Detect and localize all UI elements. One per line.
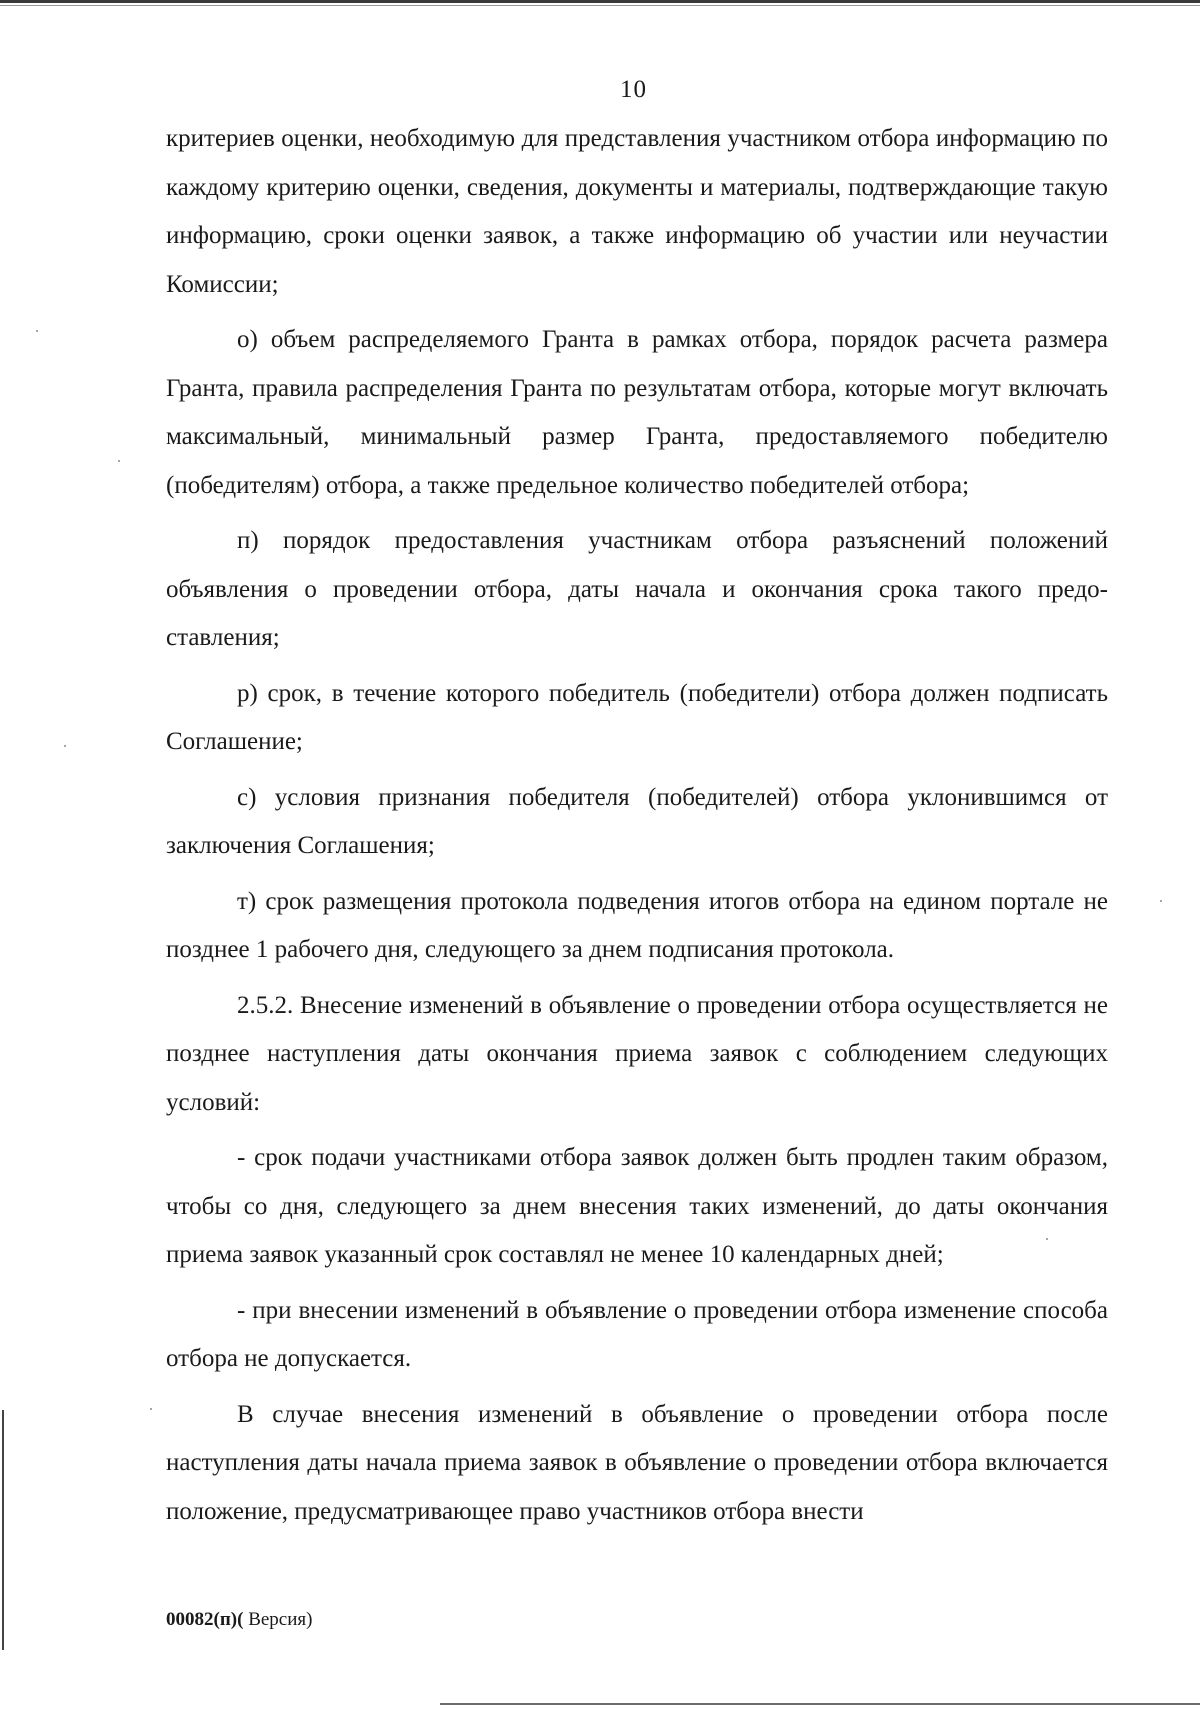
scan-speck [1046, 1238, 1048, 1240]
paragraph: о) объем распределяемого Гранта в рамках отбора, порядок расчета размера Гранта, правила распределения Гранта по результатам отбора, которые могут включать максимальный, минимальный размер Гранта, предоставляемого победителю (победителям) отбора, а также предельное количество победителей отбора; [166, 326, 1108, 499]
paragraph: п) порядок предоставления участникам отбора разъяснений положений объявления о проведении отбора, даты начала и окончания срока такого предоставления; [166, 527, 1108, 651]
paragraph: р) срок, в течение которого победитель (победители) отбора должен подписать Соглашение; [166, 679, 1108, 755]
paragraph: В случае внесения изменений в объявление о проведении отбора после наступления даты начала приема заявок в объявление о проведении отбора включается положение, предусматривающее право участников отбора внести [166, 1400, 1108, 1525]
scan-speck [64, 745, 66, 747]
paragraph: т) срок размещения протокола подведения итогов отбора на едином портале не позднее 1 рабочего дня, следующего за днем подписания протокола. [166, 887, 1108, 963]
scan-speck [1160, 900, 1162, 902]
scan-speck [36, 330, 38, 332]
scan-speck [118, 460, 120, 462]
paragraph: - при внесении изменений в объявление о проведении отбора изменение способа отбора не допускается. [166, 1296, 1108, 1372]
paragraph: - срок подачи участниками отбора заявок должен быть продлен таким образом, чтобы со дня, следующего за днем внесения таких изменений, до даты окончания приема заявок указанный срок составлял не менее 10 календарных дней; [166, 1144, 1108, 1268]
document-body [166, 115, 1108, 1543]
document-version: Версия) [243, 1609, 313, 1630]
scan-edge-bottom [440, 1703, 1200, 1705]
document-footer [166, 1609, 312, 1631]
scan-edge-left [2, 1410, 4, 1650]
paragraph: с) условия признания победителя (победителей) отбора уклонившимся от заключения Соглашения; [166, 783, 1108, 859]
paragraph: 2.5.2. Внесение изменений в объявление о проведении отбора осуществляется не позднее наступления даты окончания приема заявок с соблюдением следующих условий: [166, 991, 1108, 1116]
paragraph: критериев оценки, необходимую для представления участником отбора информацию по каждому критерию оценки, сведения, документы и материалы, подтверждающие такую информацию, сроки оценки заявок, а также информацию об участии или неучастии Комиссии; [166, 125, 1108, 298]
document-code: 00082(п)( [166, 1609, 244, 1630]
page-number: 10 [620, 76, 647, 103]
scan-speck [150, 1408, 152, 1410]
scan-edge-top [0, 0, 1200, 3]
scan-edge-top-line [0, 5, 1200, 6]
